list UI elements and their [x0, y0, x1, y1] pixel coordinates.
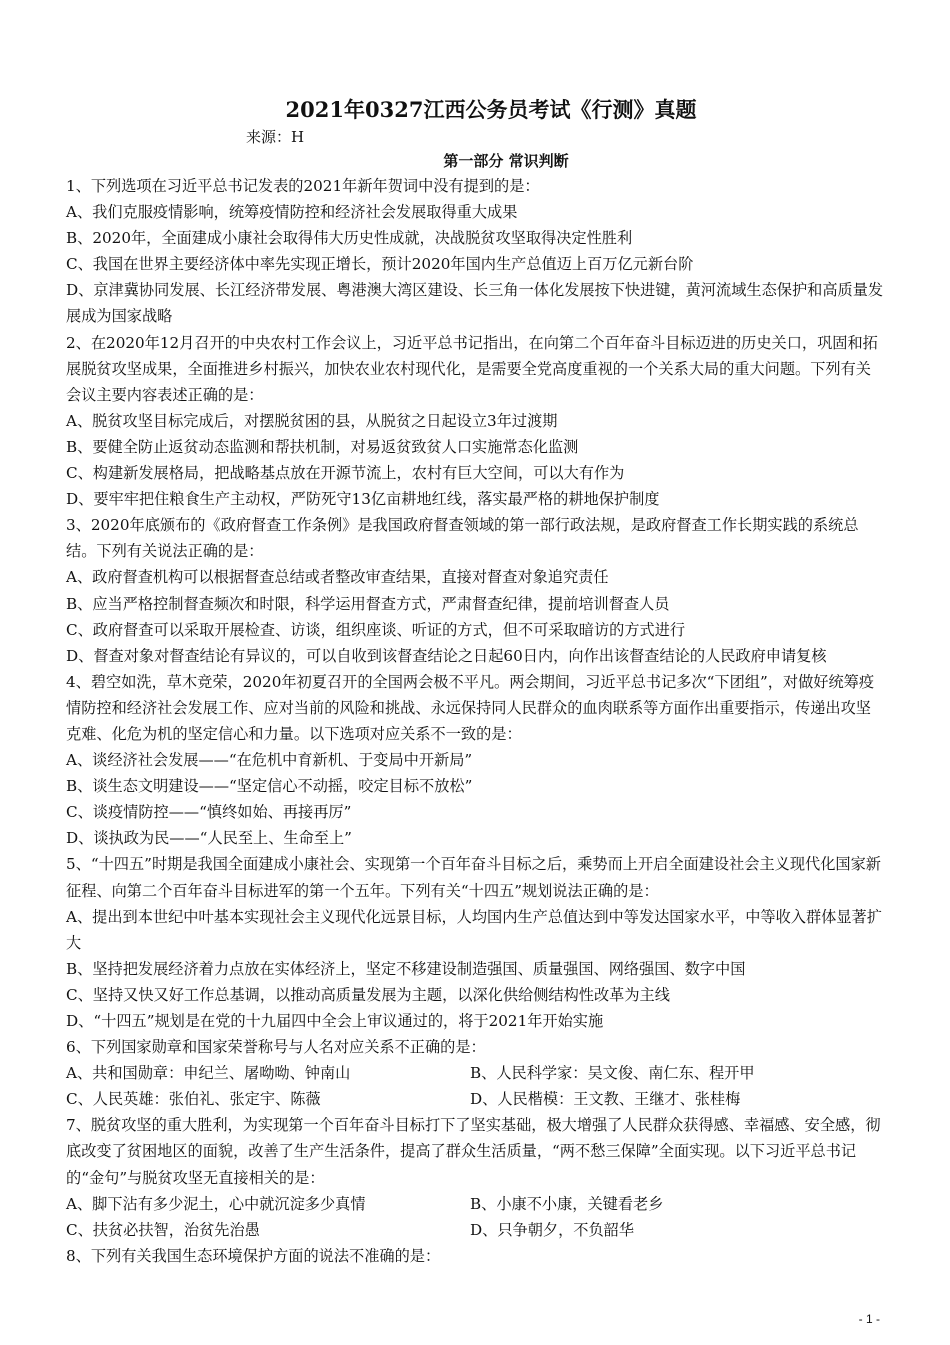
question-4-option-c: C、谈疫情防控——“慎终如始、再接再厉”: [66, 803, 352, 822]
question-4-option-b: B、谈生态文明建设——“坚定信心不动摇，咬定目标不放松”: [66, 777, 473, 796]
page-title: 2021年0327江西公务员考试《行测》真题: [285, 97, 697, 122]
question-1-option-b: B、2020年，全面建成小康社会取得伟大历史性成就，决战脱贫攻坚取得决定性胜利: [66, 229, 633, 248]
question-8-stem: 8、下列有关我国生态环境保护方面的说法不准确的是：: [66, 1246, 441, 1265]
question-1-stem: 1、下列选项在习近平总书记发表的2021年新年贺词中没有提到的是：: [66, 177, 540, 195]
question-3-option-c: C、政府督查可以采取开展检查、访谈，组织座谈、听证的方式，但不可采取暗访的方式进行: [66, 620, 686, 639]
question-5-option-d: D、“十四五”规划是在党的十九届四中全会上审议通过的，将于2021年开始实施: [66, 1012, 604, 1030]
question-2-option-b: B、要健全防止返贫动态监测和帮扶机制，对易返贫致贫人口实施常态化监测: [66, 437, 579, 456]
question-3-stem: 3、2020年底颁布的《政府督查工作条例》是我国政府督查领域的第一部行政法规，是政府督查工作长期实践的系统总结。下列有关说法正确的是：: [66, 516, 859, 561]
document-body: [66, 96, 886, 1269]
question-3-option-a: A、政府督查机构可以根据督查总结或者整改审查结果，直接对督查对象追究责任: [66, 568, 609, 587]
question-7-option-d: D、只争朝夕，不负韶华: [470, 1220, 635, 1239]
source-line: 来源：H: [246, 128, 305, 146]
question-4-option-d: D、谈执政为民——“人民至上、生命至上”: [66, 829, 352, 848]
question-3-option-b: B、应当严格控制督查频次和时限，科学运用督查方式，严肃督查纪律，提前培训督查人员: [66, 594, 670, 613]
question-1-option-d: D、京津冀协同发展、长江经济带发展、粤港澳大湾区建设、长三角一体化发展按下快进键，黄河流域生态保护和高质量发展成为国家战略: [66, 281, 884, 326]
question-6-stem: 6、下列国家勋章和国家荣誉称号与人名对应关系不正确的是：: [66, 1038, 486, 1057]
question-2-option-c: C、构建新发展格局，把战略基点放在开源节流上，农村有巨大空间，可以大有作为: [66, 464, 625, 483]
question-7-option-a: A、脚下沾有多少泥土，心中就沉淀多少真情: [66, 1194, 366, 1213]
question-2-option-d: D、要牢牢把住粮食生产主动权，严防死守13亿亩耕地红线，落实最严格的耕地保护制度: [66, 490, 660, 509]
section-heading: 第一部分 常识判断: [443, 152, 569, 170]
question-6-option-a: A、共和国勋章：申纪兰、屠呦呦、钟南山: [66, 1064, 351, 1083]
question-6-option-c: C、人民英雄：张伯礼、张定宇、陈薇: [66, 1090, 321, 1109]
question-5-option-b: B、坚持把发展经济着力点放在实体经济上，坚定不移建设制造强国、质量强国、网络强国、数字中国: [66, 959, 746, 978]
question-4-stem: 4、碧空如洗，草木竞荣，2020年初夏召开的全国两会极不平凡。两会期间，习近平总书记多次“下团组”，对做好统筹疫情防控和经济社会发展工作、应对当前的风险和挑战、永远保持同人民群众的血肉联系等方面作出重要指示，传递出攻坚克难、化危为机的坚定信心和力量。以下选项对应关系不一致的是：: [66, 672, 875, 743]
question-2-option-a: A、脱贫攻坚目标完成后，对摆脱贫困的县，从脱贫之日起设立3年过渡期: [66, 411, 558, 430]
question-4-option-a: A、谈经济社会发展——“在危机中育新机、于变局中开新局”: [66, 751, 473, 770]
question-3-option-d: D、督查对象对督查结论有异议的，可以自收到该督查结论之日起60日内，向作出该督查结论的人民政府申请复核: [66, 646, 827, 665]
question-7-options-row-1: [66, 1191, 886, 1217]
question-6-options-row-2: [66, 1086, 886, 1112]
question-7-stem: 7、脱贫攻坚的重大胜利，为实现第一个百年奋斗目标打下了坚实基础，极大增强了人民群众获得感、幸福感、安全感，彻底改变了贫困地区的面貌，改善了生产生活条件，提高了群众生活质量，“两不愁三保障”全面实现。以下习近平总书记的“金句”与脱贫攻坚无直接相关的是：: [66, 1116, 881, 1187]
question-7-option-b: B、小康不小康，关键看老乡: [470, 1194, 664, 1213]
question-1-option-c: C、我国在世界主要经济体中率先实现正增长，预计2020年国内生产总值迈上百万亿元新台阶: [66, 255, 694, 274]
question-6-option-b: B、人民科学家：吴文俊、南仁东、程开甲: [470, 1064, 755, 1083]
question-6-options-row-1: [66, 1060, 886, 1086]
question-2-stem: 2、在2020年12月召开的中央农村工作会议上，习近平总书记指出，在向第二个百年奋斗目标迈进的历史关口，巩固和拓展脱贫攻坚成果，全面推进乡村振兴，加快农业农村现代化，是需要全党高度重视的一个关系大局的重大问题。下列有关会议主要内容表述正确的是：: [66, 333, 878, 404]
question-7-options-row-2: [66, 1217, 886, 1243]
question-1-option-a: A、我们克服疫情影响，统筹疫情防控和经济社会发展取得重大成果: [66, 203, 518, 222]
question-5-option-c: C、坚持又快又好工作总基调，以推动高质量发展为主题，以深化供给侧结构性改革为主线: [66, 985, 670, 1004]
question-7-option-c: C、扶贫必扶智，治贫先治愚: [66, 1220, 260, 1239]
question-5-option-a: A、提出到本世纪中叶基本实现社会主义现代化远景目标，人均国内生产总值达到中等发达国家水平，中等收入群体显著扩大: [66, 907, 882, 952]
question-6-option-d: D、人民楷模：王文教、王继才、张桂梅: [470, 1090, 741, 1109]
question-5-stem: 5、“十四五”时期是我国全面建成小康社会、实现第一个百年奋斗目标之后，乘势而上开启全面建设社会主义现代化国家新征程、向第二个百年奋斗目标进军的第一个五年。下列有关“十四五”规划说法正确的是：: [66, 855, 881, 900]
page-number: - 1 -: [858, 1312, 880, 1326]
